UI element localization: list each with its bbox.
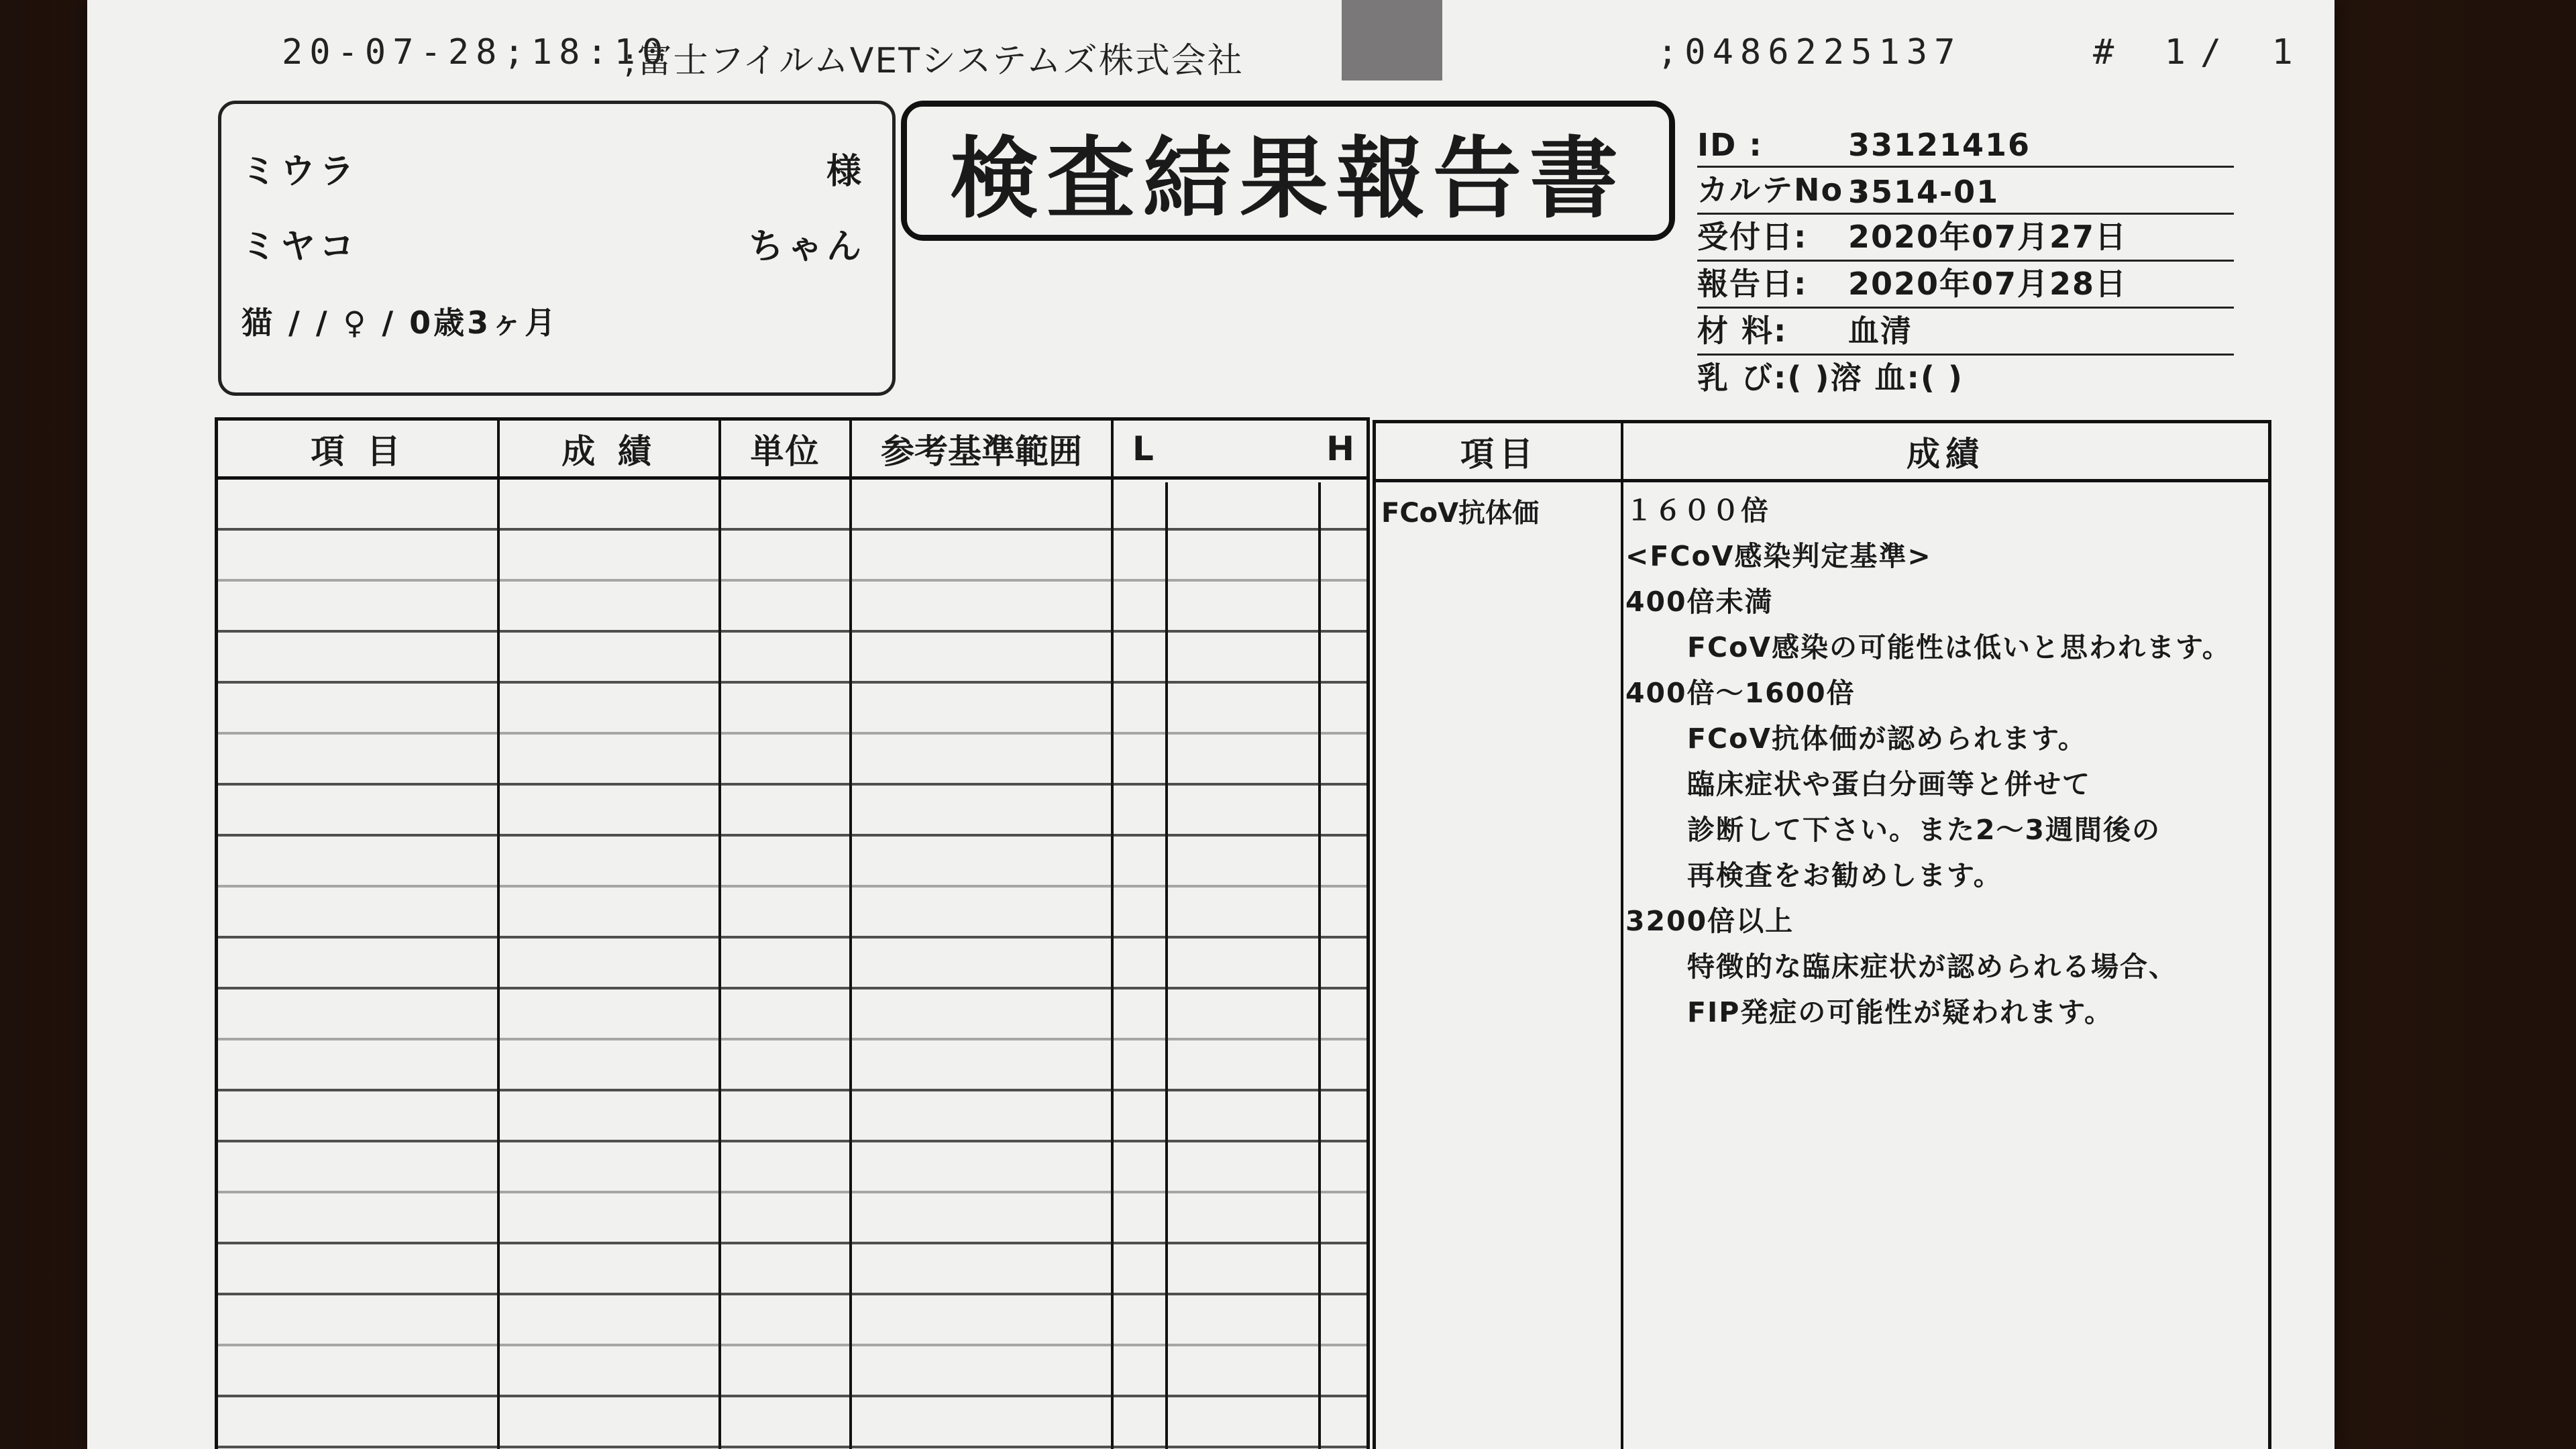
result-line: 臨床症状や蛋白分画等と併せて [1687,768,2091,800]
col-header-high: H [1166,421,1370,480]
antibody-table [1373,420,2271,1449]
col-header-low: L [1112,421,1166,480]
meta-chart-label: カルテNo : [1697,172,1870,208]
report-title [902,102,1674,239]
lab-results-table [215,417,1370,1449]
fax-page-count: # 1/ 1 [2093,32,2308,72]
result-line: 400倍～1600倍 [1625,677,1856,709]
result-line: 3200倍以上 [1625,905,1794,937]
result-line: <FCoV感染判定基準> [1625,540,1932,572]
result-line: 特徴的な臨床症状が認められる場合、 [1687,951,2178,983]
result-line: １６００倍 [1625,494,1770,527]
table-rule-line [218,528,1366,531]
result-line: FIP発症の可能性が疑われます。 [1687,996,2114,1028]
fax-date: 20-07-28;18:10 [282,32,670,72]
table-rule-line [218,1344,1366,1346]
meta-received-label: 受付日: [1697,219,1808,255]
fax-sender: ;富士フイルムVETシステムズ株式会社 [624,41,1244,81]
owner-name: ミウラ [241,152,359,192]
meta-received-value: 2020年07月27日 [1848,219,2128,255]
result-line: FCoV抗体価が認められます。 [1687,722,2087,755]
patient-box [218,101,896,396]
result-line: FCoV感染の可能性は低いと思われます。 [1687,631,2231,663]
pet-honorific: ちゃん [748,227,865,267]
col-divider [1165,482,1168,1449]
table-rule-line [218,783,1366,786]
meta-reported-value: 2020年07月28日 [1848,266,2128,302]
table-rule-line [218,681,1366,684]
fcov-item-label: FCoV抗体価 [1381,498,1540,529]
report-title-text: 検査結果報告書 [950,127,1626,231]
col-header-result: 成 績 [498,421,720,480]
col-header-reference: 参考基準範囲 [851,421,1112,480]
report-meta [1697,121,2234,400]
report-paper [87,0,2334,1449]
meta-material-label: 材 料: [1697,313,1788,349]
table-rule-line [218,1038,1366,1040]
table-rule-line [218,732,1366,735]
owner-honorific: 様 [826,152,865,192]
meta-reported-label: 報告日: [1697,266,1808,302]
meta-options-row [1697,356,2234,400]
table-rule-line [218,1191,1366,1193]
col-divider [1621,423,1623,1449]
col-header-unit: 単位 [720,421,851,480]
fcov-result-text [1625,488,2231,1035]
meta-reported-row [1697,262,2234,309]
col-header-result-right: 成績 [1623,423,2268,482]
meta-options: 乳 び:( )溶 血:( ) [1697,360,1964,396]
table-rule-line [218,1395,1366,1397]
meta-received-row [1697,215,2234,262]
meta-chart-row [1697,168,2234,215]
fax-number: ;0486225137 [1657,32,1962,72]
table-rule-line [218,936,1366,938]
meta-chart-value: 3514-01 [1848,174,2000,210]
table-rule-line [218,579,1366,582]
meta-id-label: ID : [1697,127,1763,163]
table-rule-line [218,1242,1366,1244]
table-rule-line [218,1293,1366,1295]
meta-id-value: 33121416 [1848,127,2031,163]
meta-id-row [1697,121,2234,168]
result-line: 再検査をお勧めします。 [1687,859,2002,892]
table-rule-line [218,987,1366,989]
meta-material-value: 血清 [1848,313,1913,349]
pet-name: ミヤコ [241,227,359,267]
table-rule-line [218,630,1366,633]
table-rule-line [218,1446,1366,1448]
col-header-item-right: 項目 [1376,423,1623,482]
table-rule-line [218,834,1366,837]
table-rule-line [218,885,1366,888]
col-header-item: 項 目 [218,421,498,480]
table-rule-line [218,1140,1366,1142]
result-line: 診断して下さい。また2～3週間後の [1687,814,2161,846]
col-divider [1318,482,1321,1449]
table-rule-line [218,1089,1366,1091]
redaction-tape [1342,0,1442,80]
meta-material-row [1697,309,2234,356]
pet-info: 猫 / / ♀ / 0歳3ヶ月 [241,305,559,341]
result-line: 400倍未満 [1625,586,1774,618]
